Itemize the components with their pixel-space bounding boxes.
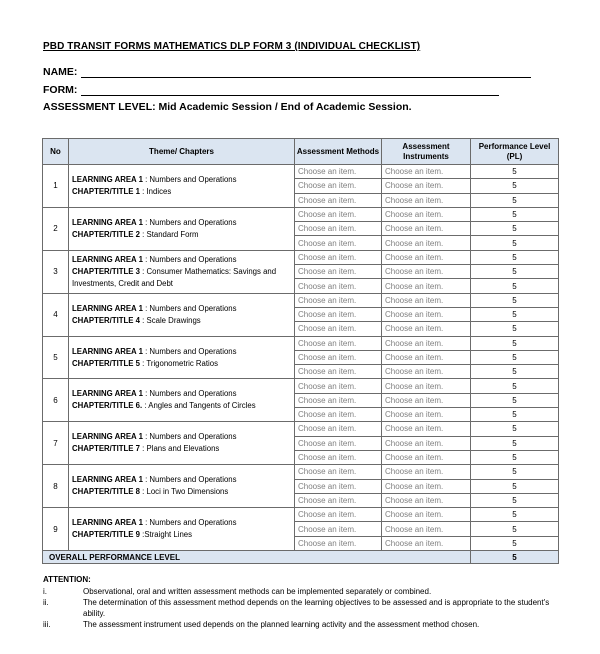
row-theme <box>69 379 295 422</box>
chapter-text: : Loci in Two Dimensions <box>140 487 229 497</box>
attention-item-text: The assessment instrument used depends on the planned learning activity and the assessment method chosen. <box>83 620 480 629</box>
performance-level-value[interactable]: 5 <box>471 465 559 479</box>
performance-level-value[interactable]: 5 <box>471 522 559 536</box>
assessment-instrument-dropdown[interactable]: Choose an item. <box>382 336 471 350</box>
chapter-label: CHAPTER/TITLE 6. <box>72 401 143 411</box>
row-theme <box>69 508 295 551</box>
performance-level-value[interactable]: 5 <box>471 479 559 493</box>
table-row <box>43 293 559 307</box>
row-theme <box>69 336 295 379</box>
performance-level-value[interactable]: 5 <box>471 336 559 350</box>
assessment-method-dropdown[interactable]: Choose an item. <box>295 522 382 536</box>
row-number: 2 <box>43 207 69 250</box>
table-row <box>43 165 559 179</box>
table-row <box>43 422 559 436</box>
performance-level-value[interactable]: 5 <box>471 236 559 250</box>
name-field[interactable] <box>43 66 531 78</box>
table-row <box>43 250 559 264</box>
form-line[interactable] <box>81 86 499 96</box>
assessment-instrument-dropdown[interactable]: Choose an item. <box>382 436 471 450</box>
table-row <box>43 207 559 221</box>
header-instruments: Assessment Instruments <box>382 139 471 165</box>
assessment-instrument-dropdown[interactable]: Choose an item. <box>382 408 471 422</box>
attention-item <box>43 586 563 597</box>
assessment-method-dropdown[interactable]: Choose an item. <box>295 536 382 550</box>
performance-level-value[interactable]: 5 <box>471 250 559 264</box>
assessment-instrument-dropdown[interactable]: Choose an item. <box>382 365 471 379</box>
row-theme <box>69 465 295 508</box>
learning-area-label: LEARNING AREA 1 <box>72 432 143 442</box>
learning-area-text: : Numbers and Operations <box>142 389 237 399</box>
assessment-instrument-dropdown[interactable]: Choose an item. <box>382 522 471 536</box>
performance-level-value[interactable]: 5 <box>471 379 559 393</box>
assessment-method-dropdown[interactable]: Choose an item. <box>295 236 382 250</box>
learning-area-label: LEARNING AREA 1 <box>72 518 143 528</box>
chapter-text: : Trigonometric Ratios <box>140 358 219 368</box>
assessment-method-dropdown[interactable]: Choose an item. <box>295 350 382 364</box>
chapter-label: CHAPTER/TITLE 2 <box>72 229 141 239</box>
assessment-method-dropdown[interactable]: Choose an item. <box>295 179 382 193</box>
header-no: No <box>43 139 69 165</box>
row-number: 3 <box>43 250 69 293</box>
assessment-instrument-dropdown[interactable]: Choose an item. <box>382 179 471 193</box>
assessment-instrument-dropdown[interactable]: Choose an item. <box>382 379 471 393</box>
name-line[interactable] <box>81 68 531 78</box>
performance-level-value[interactable]: 5 <box>471 165 559 179</box>
learning-area-text: : Numbers and Operations <box>142 432 237 442</box>
form-field[interactable] <box>43 84 499 96</box>
chapter-text: : Scale Drawings <box>140 315 201 325</box>
checklist-table <box>42 138 559 564</box>
form-label: FORM: <box>43 84 78 96</box>
learning-area-label: LEARNING AREA 1 <box>72 303 143 313</box>
attention-heading: ATTENTION: <box>43 575 91 584</box>
learning-area-label: LEARNING AREA 1 <box>72 174 143 184</box>
attention-notes <box>43 575 563 630</box>
performance-level-value[interactable]: 5 <box>471 207 559 221</box>
learning-area-label: LEARNING AREA 1 <box>72 475 143 485</box>
performance-level-value[interactable]: 5 <box>471 536 559 550</box>
chapter-label: CHAPTER/TITLE 9 <box>72 530 141 540</box>
overall-value[interactable]: 5 <box>471 551 559 564</box>
assessment-method-dropdown[interactable]: Choose an item. <box>295 265 382 279</box>
header-theme: Theme/ Chapters <box>69 139 295 165</box>
row-number: 6 <box>43 379 69 422</box>
chapter-label: CHAPTER/TITLE 7 <box>72 444 141 454</box>
table-row <box>43 379 559 393</box>
attention-item-number: ii. <box>43 598 49 607</box>
attention-item <box>43 597 563 619</box>
assessment-instrument-dropdown[interactable]: Choose an item. <box>382 265 471 279</box>
chapter-label: CHAPTER/TITLE 3 <box>72 266 141 276</box>
assessment-method-dropdown[interactable]: Choose an item. <box>295 436 382 450</box>
assessment-instrument-dropdown[interactable]: Choose an item. <box>382 193 471 207</box>
assessment-instrument-dropdown[interactable]: Choose an item. <box>382 508 471 522</box>
assessment-instrument-dropdown[interactable]: Choose an item. <box>382 307 471 321</box>
chapter-label: CHAPTER/TITLE 5 <box>72 358 141 368</box>
assessment-instrument-dropdown[interactable]: Choose an item. <box>382 493 471 507</box>
performance-level-value[interactable]: 5 <box>471 436 559 450</box>
row-number: 5 <box>43 336 69 379</box>
row-theme <box>69 165 295 208</box>
assessment-method-dropdown[interactable]: Choose an item. <box>295 307 382 321</box>
performance-level-value[interactable]: 5 <box>471 307 559 321</box>
assessment-instrument-dropdown[interactable]: Choose an item. <box>382 165 471 179</box>
chapter-text: : Indices <box>140 186 172 196</box>
row-number: 1 <box>43 165 69 208</box>
row-theme <box>69 250 295 293</box>
performance-level-value[interactable]: 5 <box>471 265 559 279</box>
performance-level-value[interactable]: 5 <box>471 350 559 364</box>
assessment-method-dropdown[interactable]: Choose an item. <box>295 479 382 493</box>
performance-level-value[interactable]: 5 <box>471 493 559 507</box>
performance-level-value[interactable]: 5 <box>471 322 559 336</box>
table-header-row <box>43 139 559 165</box>
assessment-instrument-dropdown[interactable]: Choose an item. <box>382 450 471 464</box>
assessment-method-dropdown[interactable]: Choose an item. <box>295 422 382 436</box>
performance-level-value[interactable]: 5 <box>471 422 559 436</box>
assessment-method-dropdown[interactable]: Choose an item. <box>295 379 382 393</box>
assessment-instrument-dropdown[interactable]: Choose an item. <box>382 279 471 293</box>
assessment-instrument-dropdown[interactable]: Choose an item. <box>382 207 471 221</box>
performance-level-value[interactable]: 5 <box>471 193 559 207</box>
table-row <box>43 465 559 479</box>
row-theme <box>69 207 295 250</box>
row-theme <box>69 293 295 336</box>
assessment-instrument-dropdown[interactable]: Choose an item. <box>382 479 471 493</box>
chapter-label: CHAPTER/TITLE 8 <box>72 487 141 497</box>
learning-area-label: LEARNING AREA 1 <box>72 217 143 227</box>
assessment-method-dropdown[interactable]: Choose an item. <box>295 322 382 336</box>
performance-level-value[interactable]: 5 <box>471 179 559 193</box>
assessment-level: ASSESSMENT LEVEL: Mid Academic Session / End of Academic Session. <box>43 101 412 113</box>
assessment-method-dropdown[interactable]: Choose an item. <box>295 279 382 293</box>
assessment-instrument-dropdown[interactable]: Choose an item. <box>382 222 471 236</box>
performance-level-value[interactable]: 5 <box>471 279 559 293</box>
assessment-method-dropdown[interactable]: Choose an item. <box>295 193 382 207</box>
assessment-instrument-dropdown[interactable]: Choose an item. <box>382 350 471 364</box>
attention-item-text: Observational, oral and written assessment methods can be implemented separately or combined. <box>83 587 432 596</box>
learning-area-label: LEARNING AREA 1 <box>72 254 143 264</box>
learning-area-text: : Numbers and Operations <box>142 475 237 485</box>
performance-level-value[interactable]: 5 <box>471 293 559 307</box>
assessment-method-dropdown[interactable]: Choose an item. <box>295 465 382 479</box>
chapter-text: :Straight Lines <box>140 530 193 540</box>
performance-level-value[interactable]: 5 <box>471 365 559 379</box>
header-performance-level: Performance Level (PL) <box>471 139 559 165</box>
row-number: 8 <box>43 465 69 508</box>
assessment-instrument-dropdown[interactable]: Choose an item. <box>382 393 471 407</box>
document-title: PBD TRANSIT FORMS MATHEMATICS DLP FORM 3 (INDIVIDUAL CHECKLIST) <box>43 41 421 52</box>
attention-item <box>43 619 563 630</box>
assessment-method-dropdown[interactable]: Choose an item. <box>295 493 382 507</box>
assessment-method-dropdown[interactable]: Choose an item. <box>295 393 382 407</box>
header-methods: Assessment Methods <box>295 139 382 165</box>
learning-area-text: : Numbers and Operations <box>142 254 237 264</box>
overall-label: OVERALL PERFORMANCE LEVEL <box>43 551 471 564</box>
assessment-method-dropdown[interactable]: Choose an item. <box>295 365 382 379</box>
chapter-text: : Standard Form <box>140 229 199 239</box>
performance-level-value[interactable]: 5 <box>471 222 559 236</box>
chapter-text: : Angles and Tangents of Circles <box>142 401 256 411</box>
assessment-instrument-dropdown[interactable]: Choose an item. <box>382 236 471 250</box>
assessment-method-dropdown[interactable]: Choose an item. <box>295 165 382 179</box>
row-number: 4 <box>43 293 69 336</box>
row-number: 7 <box>43 422 69 465</box>
chapter-label: CHAPTER/TITLE 1 <box>72 186 141 196</box>
performance-level-value[interactable]: 5 <box>471 508 559 522</box>
row-number: 9 <box>43 508 69 551</box>
performance-level-value[interactable]: 5 <box>471 393 559 407</box>
chapter-text: : Consumer Mathematics: Savings and Investments, Credit and Debt <box>72 266 277 288</box>
attention-item-number: iii. <box>43 620 51 629</box>
assessment-method-dropdown[interactable]: Choose an item. <box>295 293 382 307</box>
attention-item-number: i. <box>43 587 47 596</box>
learning-area-label: LEARNING AREA 1 <box>72 346 143 356</box>
assessment-method-dropdown[interactable]: Choose an item. <box>295 508 382 522</box>
overall-row <box>43 551 559 564</box>
row-theme <box>69 422 295 465</box>
assessment-instrument-dropdown[interactable]: Choose an item. <box>382 322 471 336</box>
chapter-label: CHAPTER/TITLE 4 <box>72 315 141 325</box>
assessment-method-dropdown[interactable]: Choose an item. <box>295 222 382 236</box>
assessment-method-dropdown[interactable]: Choose an item. <box>295 336 382 350</box>
assessment-instrument-dropdown[interactable]: Choose an item. <box>382 422 471 436</box>
assessment-method-dropdown[interactable]: Choose an item. <box>295 207 382 221</box>
performance-level-value[interactable]: 5 <box>471 408 559 422</box>
table-row <box>43 336 559 350</box>
assessment-method-dropdown[interactable]: Choose an item. <box>295 450 382 464</box>
attention-item-text: The determination of this assessment method depends on the learning objectives to be assessed and is appropriate to the student's ability. <box>83 598 550 618</box>
learning-area-text: : Numbers and Operations <box>142 518 237 528</box>
performance-level-value[interactable]: 5 <box>471 450 559 464</box>
learning-area-text: : Numbers and Operations <box>142 303 237 313</box>
assessment-instrument-dropdown[interactable]: Choose an item. <box>382 250 471 264</box>
assessment-method-dropdown[interactable]: Choose an item. <box>295 250 382 264</box>
name-label: NAME: <box>43 66 78 78</box>
learning-area-text: : Numbers and Operations <box>142 217 237 227</box>
chapter-text: : Plans and Elevations <box>140 444 220 454</box>
learning-area-text: : Numbers and Operations <box>142 346 237 356</box>
table-row <box>43 508 559 522</box>
assessment-instrument-dropdown[interactable]: Choose an item. <box>382 293 471 307</box>
assessment-instrument-dropdown[interactable]: Choose an item. <box>382 465 471 479</box>
assessment-method-dropdown[interactable]: Choose an item. <box>295 408 382 422</box>
learning-area-label: LEARNING AREA 1 <box>72 389 143 399</box>
learning-area-text: : Numbers and Operations <box>142 174 237 184</box>
assessment-instrument-dropdown[interactable]: Choose an item. <box>382 536 471 550</box>
